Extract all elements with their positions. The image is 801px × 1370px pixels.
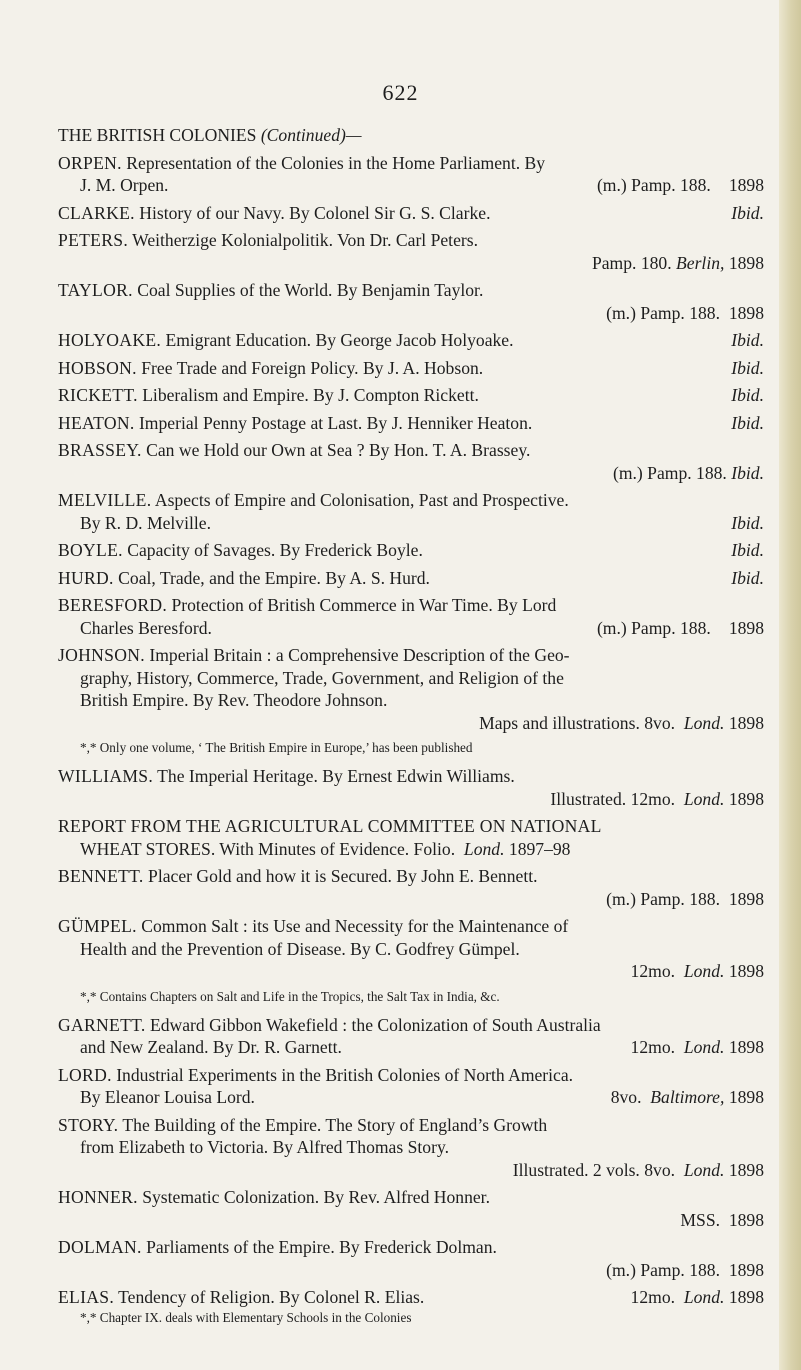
entry-date: Ibid. [731, 412, 764, 433]
entry-title: Common Salt : its Use and Necessity for the Maintenance of [141, 916, 569, 936]
entry-orpen [58, 152, 764, 197]
entry-title: Emigrant Education. By George Jacob Holyoake. [165, 330, 514, 350]
entry-title: Can we Hold our Own at Sea ? By Hon. T. A. Brassey. [146, 440, 531, 460]
entry-title: Representation of the Colonies in the Home Parliament. By [126, 152, 546, 173]
entry-imprint: Illustrated. 12mo. [550, 788, 676, 809]
entry-place: Baltimore, [650, 1087, 725, 1107]
entry-title: Aspects of Empire and Colonisation, Past and Prospective. [154, 490, 569, 510]
entry-author: ORPEN. [58, 152, 122, 173]
entry-date: 1898 [728, 617, 764, 638]
entry-author: REPORT FROM THE AGRICULTURAL COMMITTEE ON NATIONAL [58, 816, 602, 836]
entry-place: Lond. [683, 961, 725, 981]
section-heading [58, 124, 764, 147]
entry-brassey [58, 439, 764, 484]
entry-imprint: 12mo. [630, 961, 676, 981]
entry-date: 1898 [728, 1037, 764, 1057]
entry-peters [58, 229, 764, 274]
entry-heaton [58, 412, 764, 435]
entry-title: Capacity of Savages. By Frederick Boyle. [127, 540, 423, 560]
entry-honner [58, 1186, 764, 1231]
entry-format: (m.) Pamp. 188. [596, 175, 711, 195]
entry-author: HEATON. [58, 412, 135, 433]
entry-author: GARNETT. [58, 1014, 146, 1035]
entry-rickett [58, 384, 764, 407]
entry-place: Lond. [683, 1159, 725, 1180]
entry-place: Lond. [683, 712, 725, 733]
entry-imprint: (m.) Pamp. 188. [606, 302, 721, 323]
entry-place: Lond. [683, 1287, 725, 1307]
entry-date: 1898 [728, 712, 764, 733]
entry-author: MELVILLE. [58, 490, 152, 510]
entry-title: Edward Gibbon Wakefield : the Colonization of South Australia [150, 1014, 601, 1035]
entry-date: 1898 [728, 302, 764, 323]
entry-title: Tendency of Religion. By Colonel R. Elias. [118, 1287, 425, 1307]
entry-johnson [58, 644, 764, 734]
entry-story [58, 1114, 764, 1182]
entry-imprint: Maps and illustrations. 8vo. [479, 712, 676, 733]
heading-title: THE BRITISH COLONIES [58, 125, 257, 145]
entry-date: 1898 [728, 1287, 764, 1307]
entry-date: 1898 [728, 788, 764, 809]
entry-author: DOLMAN. [58, 1237, 142, 1257]
entry-title: Placer Gold and how it is Secured. By John E. Bennett. [148, 866, 538, 886]
entry-imprint: (m.) Pamp. 188. [606, 1259, 721, 1280]
entry-format: 12mo. [630, 1037, 676, 1057]
entry-date: Ibid. [731, 385, 764, 405]
entry-title: Free Trade and Foreign Policy. By J. A. Hobson. [141, 357, 484, 378]
entry-williams [58, 765, 764, 810]
entry-author: BERESFORD. [58, 595, 168, 615]
bibliography-list [58, 124, 764, 1335]
entry-melville [58, 489, 764, 534]
entry-elias [58, 1286, 764, 1309]
entry-holyoake [58, 329, 764, 352]
entry-author: RICKETT. [58, 385, 138, 405]
entry-note: *,* Contains Chapters on Salt and Life in the Tropics, the Salt Tax in India, &c. [80, 988, 500, 1004]
entry-title: Systematic Colonization. By Rev. Alfred Honner. [142, 1187, 490, 1207]
entry-date: Ibid. [731, 540, 764, 560]
entry-date: Ibid. [731, 512, 764, 533]
entry-hurd [58, 567, 764, 590]
entry-format: 12mo. [630, 1287, 676, 1307]
entry-bennett [58, 865, 764, 910]
entry-author: BENNETT. [58, 866, 144, 886]
page-edge [779, 0, 801, 1370]
entry-date: 1897–98 [508, 838, 571, 859]
entry-taylor [58, 279, 764, 324]
entry-date: 1898 [728, 1087, 764, 1107]
entry-author: WILLIAMS. [58, 766, 154, 786]
entry-title-cont: graphy, History, Commerce, Trade, Government, and Religion of the [80, 667, 564, 688]
entry-hobson [58, 357, 764, 380]
entry-format: (m.) Pamp. 188. [596, 617, 711, 638]
entry-date: 1898 [728, 175, 764, 195]
entry-place: Lond. [683, 1037, 725, 1057]
entry-date: 1898 [728, 1209, 764, 1230]
entry-title: Protection of British Commerce in War Time. By Lord [171, 595, 557, 615]
entry-date: Ibid. [731, 567, 764, 588]
entry-author: LORD. [58, 1064, 112, 1085]
entry-note: *,* Only one volume, ‘ The British Empire in Europe,’ has been published [80, 740, 473, 755]
entry-author: GÜMPEL. [58, 916, 137, 936]
entry-title: The Building of the Empire. The Story of England’s Growth [122, 1114, 548, 1135]
entry-author: STORY. [58, 1114, 119, 1135]
entry-dolman [58, 1236, 764, 1281]
entry-place: Lond. [463, 838, 505, 859]
entry-title-cont: and New Zealand. By Dr. R. Garnett. [80, 1037, 342, 1057]
entry-date: 1898 [728, 1159, 764, 1180]
entry-author: JOHNSON. [58, 645, 145, 665]
entry-boyle [58, 539, 764, 562]
entry-title: Imperial Penny Postage at Last. By J. Henniker Heaton. [138, 412, 533, 433]
entry-title: The Imperial Heritage. By Ernest Edwin Williams. [157, 766, 515, 786]
entry-author: PETERS. [58, 230, 129, 250]
entry-imprint: MSS. [680, 1209, 721, 1230]
entry-title: Weitherzige Kolonialpolitik. Von Dr. Carl Peters. [132, 230, 478, 250]
entry-title: History of our Navy. By Colonel Sir G. S. Clarke. [139, 202, 491, 223]
entry-title-cont: Charles Beresford. [80, 617, 212, 638]
entry-author: ELIAS. [58, 1287, 115, 1307]
entry-date: Ibid. [731, 462, 764, 483]
entry-gumpel [58, 915, 764, 983]
entry-title: Parliaments of the Empire. By Frederick Dolman. [146, 1237, 497, 1257]
entry-report [58, 815, 764, 860]
entry-note: *,* Chapter IX. deals with Elementary Schools in the Colonies [80, 1309, 412, 1325]
entry-author: BOYLE. [58, 540, 123, 560]
entry-imprint: Illustrated. 2 vols. 8vo. [512, 1159, 676, 1180]
entry-title: Liberalism and Empire. By J. Compton Rickett. [142, 385, 479, 405]
entry-title: Coal, Trade, and the Empire. By A. S. Hurd. [118, 567, 430, 588]
entry-author: TAYLOR. [58, 280, 133, 300]
entry-date: 1898 [728, 1259, 764, 1280]
entry-format: 8vo. [610, 1087, 642, 1107]
entry-title: Imperial Britain : a Comprehensive Description of the Geo- [149, 645, 570, 665]
entry-title: Industrial Experiments in the British Colonies of North America. [116, 1064, 574, 1085]
entry-date: 1898 [728, 252, 764, 273]
page-number: 622 [382, 80, 419, 105]
entry-title-cont: By R. D. Melville. [80, 512, 211, 533]
entry-imprint: (m.) Pamp. 188. [612, 462, 727, 483]
entry-place: Berlin, [676, 252, 725, 273]
entry-author: HOLYOAKE. [58, 330, 162, 350]
entry-lord [58, 1064, 764, 1109]
entry-author: HOBSON. [58, 357, 137, 378]
entry-author: HURD. [58, 567, 114, 588]
entry-place: Lond. [683, 788, 725, 809]
entry-garnett [58, 1014, 764, 1059]
entry-date: Ibid. [731, 330, 764, 350]
entry-title-cont: from Elizabeth to Victoria. By Alfred Thomas Story. [80, 1137, 449, 1157]
entry-title-cont-2: British Empire. By Rev. Theodore Johnson. [80, 690, 388, 710]
entry-date: Ibid. [731, 202, 764, 223]
entry-author: HONNER. [58, 1187, 138, 1207]
entry-date: 1898 [728, 961, 764, 981]
entry-author: CLARKE. [58, 202, 135, 223]
entry-imprint: (m.) Pamp. 188. [606, 888, 721, 909]
entry-date: Ibid. [731, 357, 764, 378]
entry-beresford [58, 594, 764, 639]
entry-title-cont: J. M. Orpen. [80, 175, 169, 195]
entry-title: Coal Supplies of the World. By Benjamin Taylor. [137, 280, 484, 300]
heading-continued: (Continued)— [260, 125, 362, 145]
entry-clarke [58, 202, 764, 225]
entry-title-cont: Health and the Prevention of Disease. By C. Godfrey Gümpel. [80, 938, 520, 959]
entry-title-cont: WHEAT STORES. With Minutes of Evidence. Folio. [80, 838, 456, 859]
entry-author: BRASSEY. [58, 440, 142, 460]
entry-date: 1898 [728, 888, 764, 909]
entry-imprint: Pamp. 180. [591, 252, 672, 273]
entry-title-cont: By Eleanor Louisa Lord. [80, 1087, 255, 1107]
